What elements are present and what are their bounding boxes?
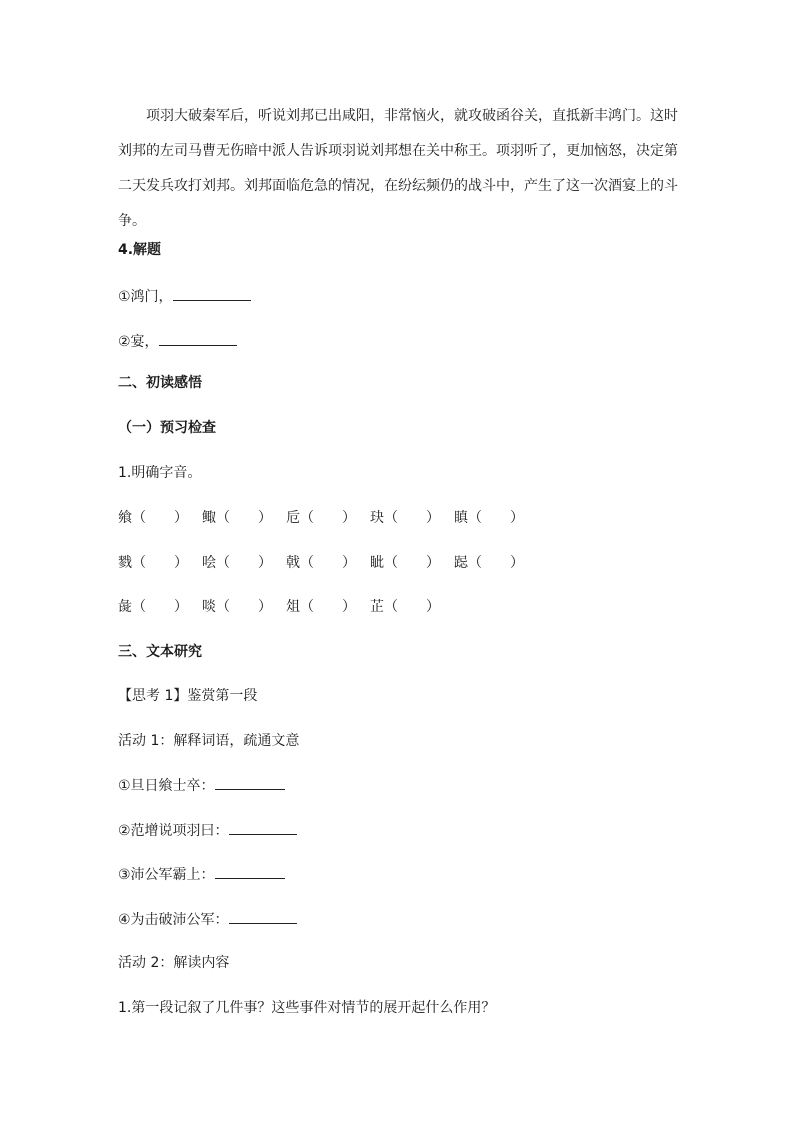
char-item: 飨（ ）: [118, 510, 188, 526]
word-label: ②范增说项羽曰：: [118, 823, 229, 839]
char-item: 哙（ ）: [202, 555, 272, 571]
word-item: [118, 864, 285, 885]
char-item: 瞋（ ）: [454, 510, 524, 526]
word-label: ①旦日飨士卒：: [118, 778, 215, 794]
think-1-heading: 【思考 1】鉴赏第一段: [118, 688, 258, 704]
char-row-1: [118, 508, 538, 528]
word-label: ③沛公军霸上：: [118, 867, 215, 883]
part-3-heading: 三、文本研究: [118, 644, 202, 660]
char-item: 彘（ ）: [118, 599, 188, 615]
answer-blank[interactable]: [173, 286, 251, 301]
question-1: 1.第一段记叙了几件事？这些事件对情节的展开起什么作用？: [118, 1000, 496, 1016]
answer-blank[interactable]: [215, 775, 285, 790]
word-item: [118, 820, 297, 841]
activity-2-heading: 活动 2：解读内容: [118, 955, 230, 971]
blank-item-yan: [118, 331, 237, 352]
pronunciation-task: 1.明确字音。: [118, 465, 202, 481]
answer-blank[interactable]: [159, 331, 237, 346]
activity-1-heading: 活动 1：解释词语，疏通文意: [118, 733, 300, 749]
word-item: [118, 775, 285, 796]
char-item: 跽（ ）: [454, 555, 524, 571]
preview-check-subheading: （一）预习检查: [118, 420, 216, 436]
char-item: 鲰（ ）: [202, 510, 272, 526]
char-item: 芷（ ）: [370, 599, 440, 615]
intro-paragraph: 项羽大破秦军后，听说刘邦已出咸阳，非常恼火，就攻破函谷关，直抵新丰鸿门。这时刘邦的左司马曹无伤暗中派人告诉项羽说刘邦想在关中称王。项羽听了，更加恼怒，决定第二天发兵攻打刘邦。刘邦面临危急的情况，在纷纭频仍的战斗中，产生了这一次酒宴上的斗争。: [118, 108, 678, 229]
blank-label: ①鸿门，: [118, 289, 173, 305]
answer-blank[interactable]: [229, 909, 297, 924]
word-label: ④为击破沛公军：: [118, 912, 229, 928]
char-item: 俎（ ）: [286, 599, 356, 615]
char-item: 眦（ ）: [370, 555, 440, 571]
answer-blank[interactable]: [215, 864, 285, 879]
char-item: 玦（ ）: [370, 510, 440, 526]
part-2-heading: 二、初读感悟: [118, 375, 202, 391]
char-item: 戟（ ）: [286, 555, 356, 571]
char-item: 啖（ ）: [202, 599, 272, 615]
word-item: [118, 909, 297, 930]
answer-blank[interactable]: [229, 820, 297, 835]
char-row-3: [118, 597, 538, 617]
char-row-2: [118, 553, 538, 573]
blank-item-hongmen: [118, 286, 251, 307]
char-item: 戮（ ）: [118, 555, 188, 571]
blank-label: ②宴，: [118, 334, 159, 350]
section-4-heading: 4.解题: [118, 242, 162, 258]
char-item: 卮（ ）: [286, 510, 356, 526]
